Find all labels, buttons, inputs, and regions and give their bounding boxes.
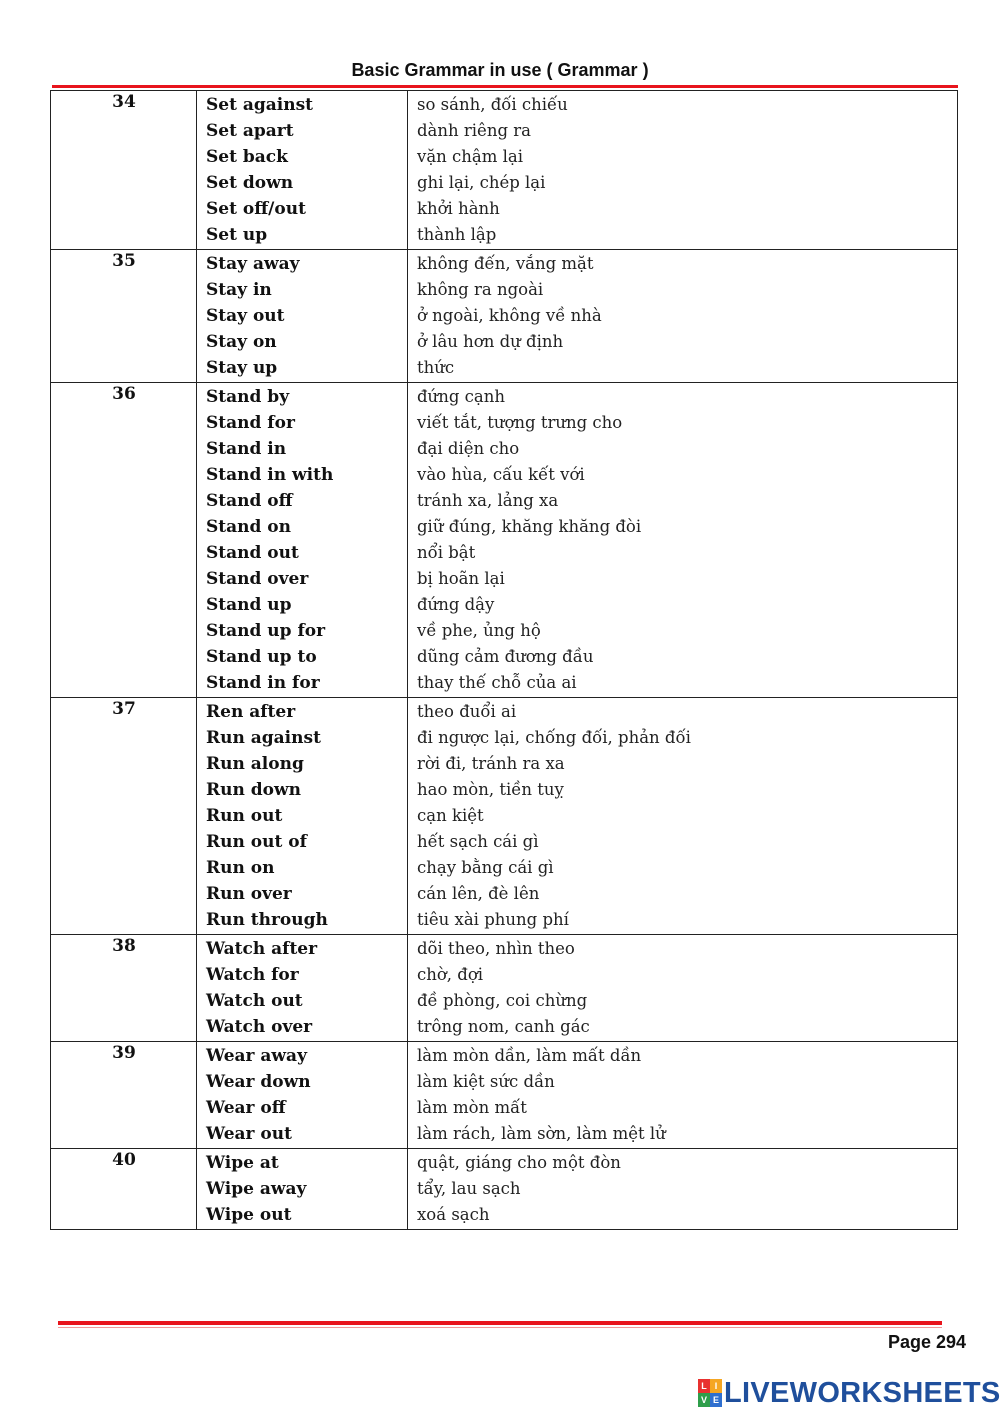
group-number: 35 — [51, 250, 197, 383]
phrasal-verb-cell — [197, 1149, 408, 1230]
phrasal-verb-cell — [197, 250, 408, 383]
phrasal-verb: Set up — [206, 225, 268, 245]
page-number: Page 294 — [887, 1332, 966, 1352]
phrasal-verb: Run over — [206, 884, 292, 904]
table-row — [51, 1042, 958, 1149]
meaning: vào hùa, cấu kết với — [417, 465, 585, 484]
meaning-cell — [408, 935, 958, 1042]
phrasal-verb: Set down — [206, 173, 294, 193]
group-number: 34 — [51, 91, 197, 250]
meaning: đứng dậy — [417, 595, 495, 614]
group-number: 38 — [51, 935, 197, 1042]
footer-rule — [58, 1321, 942, 1325]
table-row — [51, 250, 958, 383]
footer-rule-shadow — [58, 1327, 942, 1328]
meaning: tiêu xài phung phí — [417, 910, 569, 929]
phrasal-verb-table — [50, 90, 958, 1230]
phrasal-verb: Stay away — [206, 254, 300, 274]
table-row — [51, 698, 958, 935]
phrasal-verb: Stand up — [206, 595, 292, 615]
phrasal-verb: Stand in with — [206, 465, 334, 485]
meaning: hết sạch cái gì — [417, 832, 539, 851]
meaning: ở lâu hơn dự định — [417, 332, 564, 351]
phrasal-verb: Run out — [206, 806, 283, 826]
meaning: chạy bằng cái gì — [417, 858, 554, 877]
phrasal-verb: Stand up for — [206, 621, 326, 641]
phrasal-verb: Wipe away — [206, 1179, 307, 1199]
phrasal-verb: Set against — [206, 95, 314, 115]
meaning: trông nom, canh gác — [417, 1017, 590, 1036]
liveworksheets-logo-icon — [698, 1379, 722, 1407]
meaning: làm kiệt sức dần — [417, 1072, 555, 1091]
phrasal-verb: Wear off — [206, 1098, 286, 1118]
phrasal-verb-cell — [197, 91, 408, 250]
phrasal-verb: Run out of — [206, 832, 307, 852]
logo-letter: L — [698, 1379, 710, 1393]
phrasal-verb: Set off/out — [206, 199, 306, 219]
group-number: 39 — [51, 1042, 197, 1149]
meaning: đứng cạnh — [417, 387, 505, 406]
meaning: viết tắt, tượng trưng cho — [417, 413, 623, 432]
meaning-cell — [408, 91, 958, 250]
meaning: đề phòng, coi chừng — [417, 991, 588, 1010]
page-header-title: Basic Grammar in use ( Grammar ) — [351, 60, 649, 80]
phrasal-verb: Stand out — [206, 543, 299, 563]
meaning: thức — [417, 358, 455, 377]
meaning: giữ đúng, khăng khăng đòi — [417, 517, 642, 536]
meaning: hao mòn, tiền tuỵ — [417, 780, 564, 799]
meaning: khởi hành — [417, 199, 500, 218]
phrasal-verb: Watch out — [206, 991, 303, 1011]
phrasal-verb: Wipe out — [206, 1205, 292, 1225]
meaning: dõi theo, nhìn theo — [417, 939, 575, 958]
phrasal-verb: Set apart — [206, 121, 294, 141]
group-number: 40 — [51, 1149, 197, 1230]
meaning: vặn chậm lại — [417, 147, 524, 166]
meaning: về phe, ủng hộ — [417, 621, 541, 640]
phrasal-verb: Run along — [206, 754, 304, 774]
meaning: ở ngoài, không về nhà — [417, 306, 602, 325]
header-rule — [52, 85, 958, 88]
phrasal-verb: Stand up to — [206, 647, 317, 667]
phrasal-verb-cell — [197, 935, 408, 1042]
group-number: 36 — [51, 383, 197, 698]
meaning: làm rách, làm sờn, làm mệt lử — [417, 1124, 666, 1143]
phrasal-verb: Stay out — [206, 306, 285, 326]
phrasal-verb: Run on — [206, 858, 275, 878]
meaning: thay thế chỗ của ai — [417, 673, 577, 692]
meaning: tránh xa, lảng xa — [417, 491, 559, 510]
meaning: cán lên, đè lên — [417, 884, 540, 903]
logo-letter: E — [710, 1393, 722, 1407]
phrasal-verb: Stay up — [206, 358, 278, 378]
liveworksheets-wordmark: LIVEWORKSHEETS — [724, 1376, 1000, 1409]
meaning: thành lập — [417, 225, 497, 244]
phrasal-verb: Wear away — [206, 1046, 307, 1066]
table-row — [51, 1149, 958, 1230]
meaning: xoá sạch — [417, 1205, 490, 1224]
phrasal-verb: Stand over — [206, 569, 309, 589]
phrasal-verb: Stand in — [206, 439, 287, 459]
meaning: dũng cảm đương đầu — [417, 647, 594, 666]
meaning-cell — [408, 250, 958, 383]
logo-letter: I — [710, 1379, 722, 1393]
meaning: đại diện cho — [417, 439, 520, 458]
phrasal-verb: Stand by — [206, 387, 290, 407]
table-row — [51, 935, 958, 1042]
meaning: làm mòn dần, làm mất dần — [417, 1046, 642, 1065]
meaning: cạn kiệt — [417, 806, 484, 825]
phrasal-verb: Run against — [206, 728, 321, 748]
meaning: ghi lại, chép lại — [417, 173, 546, 192]
phrasal-verb: Stand on — [206, 517, 292, 537]
phrasal-verb: Stay on — [206, 332, 277, 352]
meaning: làm mòn mất — [417, 1098, 527, 1117]
phrasal-verb: Watch for — [206, 965, 299, 985]
meaning: rời đi, tránh ra xa — [417, 754, 565, 773]
meaning: so sánh, đối chiếu — [417, 95, 568, 114]
meaning: chờ, đợi — [417, 965, 484, 984]
meaning-cell — [408, 383, 958, 698]
meaning: bị hoãn lại — [417, 569, 505, 588]
meaning: không ra ngoài — [417, 280, 544, 299]
meaning: tẩy, lau sạch — [417, 1179, 521, 1198]
phrasal-verb: Wear out — [206, 1124, 292, 1144]
phrasal-verb: Stand off — [206, 491, 293, 511]
meaning-cell — [408, 698, 958, 935]
meaning: theo đuổi ai — [417, 702, 517, 721]
table-row — [51, 383, 958, 698]
meaning: đi ngược lại, chống đối, phản đối — [417, 728, 691, 747]
table-row — [51, 91, 958, 250]
meaning-cell — [408, 1149, 958, 1230]
meaning-cell — [408, 1042, 958, 1149]
phrasal-verb: Run through — [206, 910, 328, 930]
liveworksheets-brand[interactable] — [698, 1376, 1000, 1410]
phrasal-verb: Stay in — [206, 280, 272, 300]
meaning: quật, giáng cho một đòn — [417, 1153, 621, 1172]
phrasal-verb: Stand for — [206, 413, 295, 433]
phrasal-verb: Stand in for — [206, 673, 320, 693]
table-body — [51, 91, 958, 1230]
phrasal-verb-cell — [197, 1042, 408, 1149]
group-number: 37 — [51, 698, 197, 935]
phrasal-verb: Watch over — [206, 1017, 313, 1037]
phrasal-verb: Wear down — [206, 1072, 311, 1092]
meaning: dành riêng ra — [417, 121, 531, 140]
phrasal-verb-cell — [197, 383, 408, 698]
phrasal-verb: Wipe at — [206, 1153, 279, 1173]
logo-letter: V — [698, 1393, 710, 1407]
phrasal-verb: Ren after — [206, 702, 296, 722]
phrasal-verb: Set back — [206, 147, 288, 167]
phrasal-verb-cell — [197, 698, 408, 935]
meaning: không đến, vắng mặt — [417, 254, 594, 273]
phrasal-verb: Run down — [206, 780, 301, 800]
meaning: nổi bật — [417, 543, 476, 562]
phrasal-verb: Watch after — [206, 939, 318, 959]
